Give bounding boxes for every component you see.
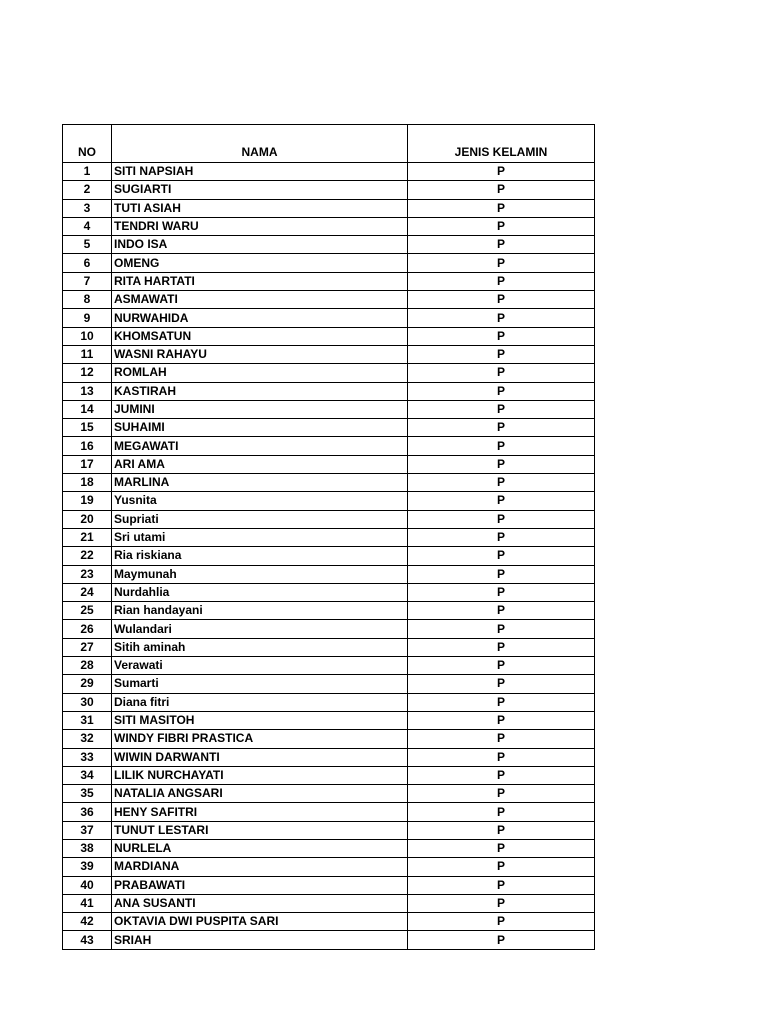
- table-header: [63, 125, 595, 163]
- cell-nama: LILIK NURCHAYATI: [112, 766, 408, 784]
- table-row: [63, 236, 595, 254]
- header-nama: NAMA: [112, 125, 408, 163]
- cell-jenis-kelamin: P: [408, 327, 595, 345]
- header-jenis-kelamin: JENIS KELAMIN: [408, 125, 595, 163]
- cell-nama: ROMLAH: [112, 364, 408, 382]
- cell-no: 4: [63, 217, 112, 235]
- cell-jenis-kelamin: P: [408, 858, 595, 876]
- table-row: [63, 620, 595, 638]
- table-row: [63, 693, 595, 711]
- cell-nama: NURWAHIDA: [112, 309, 408, 327]
- table-row: [63, 583, 595, 601]
- cell-no: 2: [63, 181, 112, 199]
- member-table: [62, 124, 595, 950]
- cell-nama: RITA HARTATI: [112, 272, 408, 290]
- table-row: [63, 913, 595, 931]
- cell-jenis-kelamin: P: [408, 437, 595, 455]
- cell-nama: Wulandari: [112, 620, 408, 638]
- cell-jenis-kelamin: P: [408, 400, 595, 418]
- table-row: [63, 217, 595, 235]
- cell-nama: MARDIANA: [112, 858, 408, 876]
- cell-nama: Yusnita: [112, 492, 408, 510]
- cell-jenis-kelamin: P: [408, 931, 595, 949]
- cell-jenis-kelamin: P: [408, 382, 595, 400]
- cell-jenis-kelamin: P: [408, 675, 595, 693]
- cell-nama: HENY SAFITRI: [112, 803, 408, 821]
- cell-jenis-kelamin: P: [408, 565, 595, 583]
- cell-no: 24: [63, 583, 112, 601]
- cell-nama: WINDY FIBRI PRASTICA: [112, 730, 408, 748]
- cell-nama: ANA SUSANTI: [112, 894, 408, 912]
- cell-jenis-kelamin: P: [408, 913, 595, 931]
- cell-jenis-kelamin: P: [408, 309, 595, 327]
- cell-nama: OKTAVIA DWI PUSPITA SARI: [112, 913, 408, 931]
- table-row: [63, 839, 595, 857]
- cell-jenis-kelamin: P: [408, 236, 595, 254]
- cell-jenis-kelamin: P: [408, 163, 595, 181]
- cell-jenis-kelamin: P: [408, 345, 595, 363]
- cell-no: 29: [63, 675, 112, 693]
- cell-nama: Sitih aminah: [112, 638, 408, 656]
- table-row: [63, 364, 595, 382]
- cell-nama: Maymunah: [112, 565, 408, 583]
- cell-no: 27: [63, 638, 112, 656]
- cell-no: 28: [63, 657, 112, 675]
- cell-no: 14: [63, 400, 112, 418]
- cell-jenis-kelamin: P: [408, 803, 595, 821]
- cell-nama: Diana fitri: [112, 693, 408, 711]
- cell-nama: MARLINA: [112, 474, 408, 492]
- cell-nama: JUMINI: [112, 400, 408, 418]
- cell-no: 30: [63, 693, 112, 711]
- cell-no: 23: [63, 565, 112, 583]
- cell-nama: Nurdahlia: [112, 583, 408, 601]
- cell-no: 9: [63, 309, 112, 327]
- cell-nama: NURLELA: [112, 839, 408, 857]
- cell-nama: ARI AMA: [112, 455, 408, 473]
- cell-jenis-kelamin: P: [408, 474, 595, 492]
- table-row: [63, 309, 595, 327]
- cell-jenis-kelamin: P: [408, 254, 595, 272]
- cell-jenis-kelamin: P: [408, 730, 595, 748]
- cell-nama: SITI NAPSIAH: [112, 163, 408, 181]
- cell-jenis-kelamin: P: [408, 638, 595, 656]
- cell-no: 7: [63, 272, 112, 290]
- cell-jenis-kelamin: P: [408, 693, 595, 711]
- table-row: [63, 437, 595, 455]
- cell-no: 22: [63, 547, 112, 565]
- cell-no: 6: [63, 254, 112, 272]
- cell-nama: OMENG: [112, 254, 408, 272]
- table-row: [63, 766, 595, 784]
- table-row: [63, 474, 595, 492]
- table-row: [63, 455, 595, 473]
- cell-nama: SUHAIMI: [112, 419, 408, 437]
- table-row: [63, 199, 595, 217]
- cell-no: 43: [63, 931, 112, 949]
- cell-jenis-kelamin: P: [408, 839, 595, 857]
- cell-jenis-kelamin: P: [408, 894, 595, 912]
- cell-nama: TUTI ASIAH: [112, 199, 408, 217]
- cell-jenis-kelamin: P: [408, 199, 595, 217]
- cell-no: 10: [63, 327, 112, 345]
- table-row: [63, 730, 595, 748]
- cell-no: 13: [63, 382, 112, 400]
- cell-nama: WASNI RAHAYU: [112, 345, 408, 363]
- cell-no: 17: [63, 455, 112, 473]
- cell-no: 8: [63, 291, 112, 309]
- cell-nama: Sri utami: [112, 528, 408, 546]
- cell-jenis-kelamin: P: [408, 821, 595, 839]
- cell-jenis-kelamin: P: [408, 602, 595, 620]
- cell-no: 31: [63, 711, 112, 729]
- header-no: NO: [63, 125, 112, 163]
- cell-no: 26: [63, 620, 112, 638]
- table-row: [63, 638, 595, 656]
- cell-no: 33: [63, 748, 112, 766]
- cell-nama: Rian handayani: [112, 602, 408, 620]
- table-row: [63, 272, 595, 290]
- cell-nama: MEGAWATI: [112, 437, 408, 455]
- cell-jenis-kelamin: P: [408, 876, 595, 894]
- cell-jenis-kelamin: P: [408, 785, 595, 803]
- cell-no: 18: [63, 474, 112, 492]
- table-row: [63, 528, 595, 546]
- table-row: [63, 547, 595, 565]
- cell-jenis-kelamin: P: [408, 272, 595, 290]
- cell-no: 37: [63, 821, 112, 839]
- cell-no: 39: [63, 858, 112, 876]
- cell-jenis-kelamin: P: [408, 291, 595, 309]
- cell-jenis-kelamin: P: [408, 657, 595, 675]
- cell-no: 25: [63, 602, 112, 620]
- table-row: [63, 163, 595, 181]
- table-row: [63, 419, 595, 437]
- table-row: [63, 492, 595, 510]
- cell-no: 36: [63, 803, 112, 821]
- table-row: [63, 894, 595, 912]
- cell-nama: Verawati: [112, 657, 408, 675]
- cell-no: 40: [63, 876, 112, 894]
- cell-jenis-kelamin: P: [408, 181, 595, 199]
- cell-nama: ASMAWATI: [112, 291, 408, 309]
- table-row: [63, 821, 595, 839]
- cell-no: 19: [63, 492, 112, 510]
- cell-nama: WIWIN DARWANTI: [112, 748, 408, 766]
- cell-no: 35: [63, 785, 112, 803]
- cell-nama: Sumarti: [112, 675, 408, 693]
- table-body: [63, 163, 595, 950]
- table-row: [63, 382, 595, 400]
- cell-nama: Supriati: [112, 510, 408, 528]
- cell-nama: Ria riskiana: [112, 547, 408, 565]
- cell-no: 3: [63, 199, 112, 217]
- table-row: [63, 858, 595, 876]
- cell-nama: SUGIARTI: [112, 181, 408, 199]
- cell-jenis-kelamin: P: [408, 528, 595, 546]
- cell-nama: TENDRI WARU: [112, 217, 408, 235]
- cell-jenis-kelamin: P: [408, 510, 595, 528]
- cell-no: 42: [63, 913, 112, 931]
- table-row: [63, 510, 595, 528]
- cell-jenis-kelamin: P: [408, 364, 595, 382]
- cell-jenis-kelamin: P: [408, 217, 595, 235]
- cell-no: 16: [63, 437, 112, 455]
- cell-nama: PRABAWATI: [112, 876, 408, 894]
- cell-jenis-kelamin: P: [408, 455, 595, 473]
- cell-jenis-kelamin: P: [408, 492, 595, 510]
- table-row: [63, 291, 595, 309]
- table-row: [63, 254, 595, 272]
- cell-nama: SITI MASITOH: [112, 711, 408, 729]
- cell-jenis-kelamin: P: [408, 711, 595, 729]
- table-row: [63, 748, 595, 766]
- cell-no: 32: [63, 730, 112, 748]
- cell-no: 38: [63, 839, 112, 857]
- cell-nama: INDO ISA: [112, 236, 408, 254]
- cell-no: 20: [63, 510, 112, 528]
- table-row: [63, 675, 595, 693]
- cell-jenis-kelamin: P: [408, 419, 595, 437]
- table-row: [63, 327, 595, 345]
- cell-no: 15: [63, 419, 112, 437]
- table-row: [63, 400, 595, 418]
- cell-no: 41: [63, 894, 112, 912]
- cell-no: 34: [63, 766, 112, 784]
- table-row: [63, 785, 595, 803]
- table-row: [63, 803, 595, 821]
- table-row: [63, 602, 595, 620]
- cell-no: 21: [63, 528, 112, 546]
- table-row: [63, 876, 595, 894]
- table-row: [63, 657, 595, 675]
- cell-jenis-kelamin: P: [408, 766, 595, 784]
- cell-no: 12: [63, 364, 112, 382]
- table-row: [63, 345, 595, 363]
- cell-nama: TUNUT LESTARI: [112, 821, 408, 839]
- table-row: [63, 711, 595, 729]
- table-row: [63, 565, 595, 583]
- cell-no: 1: [63, 163, 112, 181]
- cell-nama: KASTIRAH: [112, 382, 408, 400]
- header-row: [63, 125, 595, 163]
- cell-nama: NATALIA ANGSARI: [112, 785, 408, 803]
- cell-jenis-kelamin: P: [408, 620, 595, 638]
- table-row: [63, 931, 595, 949]
- table-row: [63, 181, 595, 199]
- cell-jenis-kelamin: P: [408, 547, 595, 565]
- cell-jenis-kelamin: P: [408, 748, 595, 766]
- cell-no: 5: [63, 236, 112, 254]
- cell-nama: SRIAH: [112, 931, 408, 949]
- cell-nama: KHOMSATUN: [112, 327, 408, 345]
- cell-no: 11: [63, 345, 112, 363]
- cell-jenis-kelamin: P: [408, 583, 595, 601]
